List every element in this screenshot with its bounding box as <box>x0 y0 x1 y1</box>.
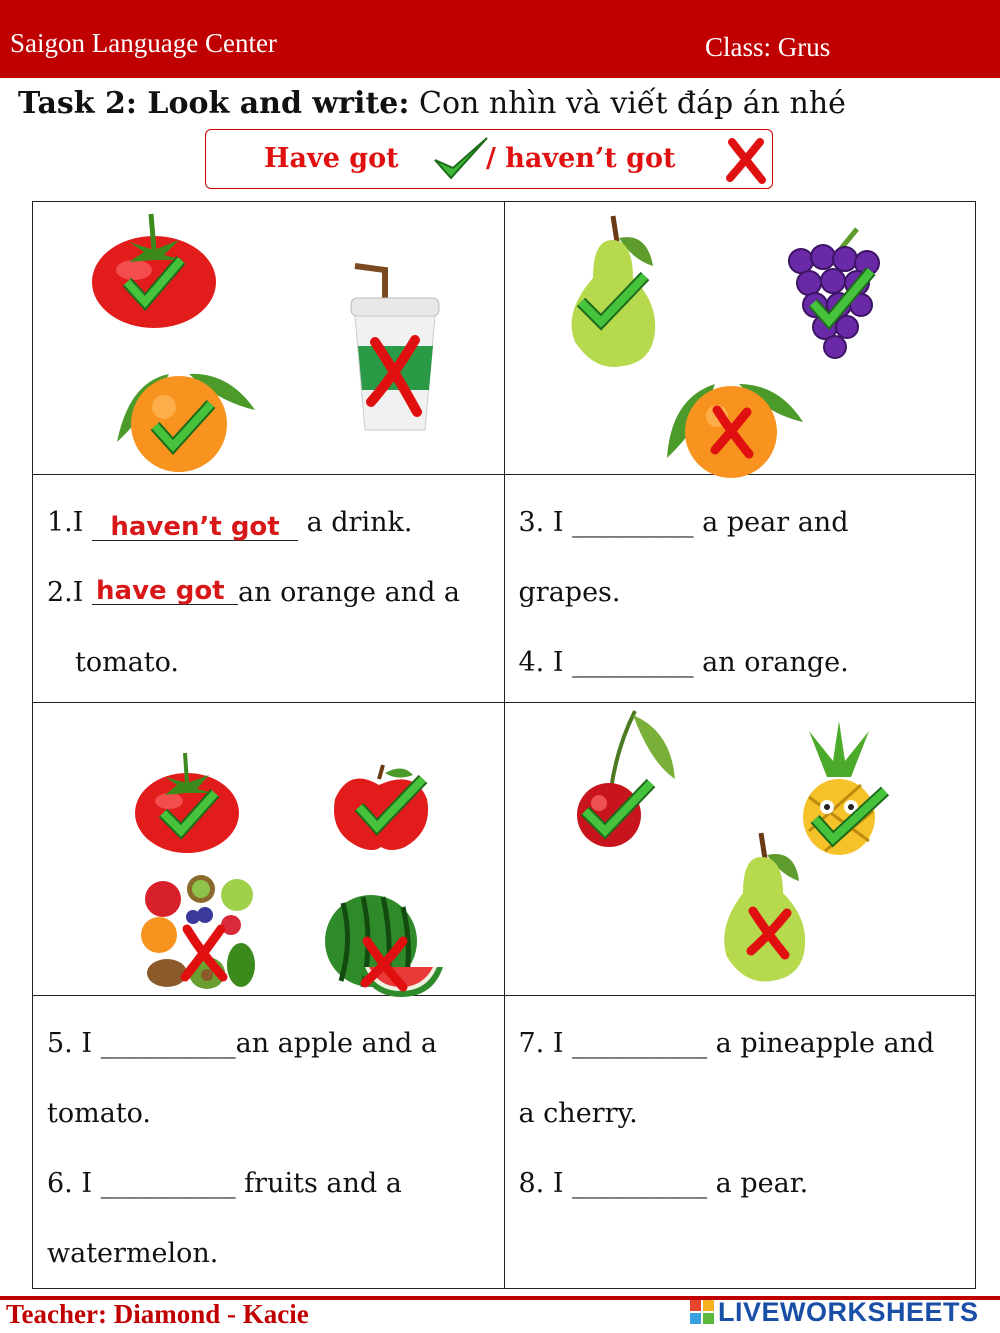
check-icon <box>431 134 491 184</box>
answer-blank-2[interactable] <box>92 578 238 605</box>
question-cell-4 <box>504 996 976 1289</box>
header-bar <box>0 0 1000 78</box>
question-2 <box>47 577 460 608</box>
picture-cell-4 <box>504 703 976 996</box>
legend-box <box>205 129 773 189</box>
question-2-cont: tomato. <box>75 647 180 678</box>
grapes-icon <box>779 227 889 367</box>
pear-icon <box>557 212 667 372</box>
brand-name[interactable]: LIVEWORKSHEETS <box>718 1297 979 1327</box>
question-7[interactable]: 7. I __________ a pineapple and <box>518 1028 935 1059</box>
class-name: Class: Grus <box>705 32 831 62</box>
drink-icon <box>345 262 445 432</box>
legend-havent: / haven’t got <box>486 143 676 174</box>
question-3-cont: grapes. <box>518 577 621 608</box>
answer-blank-1[interactable] <box>92 514 298 541</box>
task-title: Task 2: Look and write: <box>18 86 410 121</box>
pear-icon <box>715 829 815 989</box>
question-5-cont: tomato. <box>47 1098 152 1129</box>
watermelon-icon <box>323 893 453 1003</box>
worksheet-grid <box>32 201 976 1289</box>
question-5[interactable]: 5. I __________an apple and a <box>47 1028 437 1059</box>
picture-cell-1 <box>33 202 505 475</box>
teacher-name: Teacher: Diamond - Kacie <box>6 1299 309 1329</box>
orange-icon <box>659 362 809 477</box>
cross-icon <box>724 136 768 184</box>
question-4[interactable]: 4. I _________ an orange. <box>518 647 849 678</box>
task-heading <box>18 86 846 121</box>
picture-cell-3 <box>33 703 505 996</box>
answer-1: haven’t got <box>110 512 280 542</box>
question-8[interactable]: 8. I __________ a pear. <box>518 1168 809 1199</box>
question-cell-3 <box>33 996 505 1289</box>
q2-suffix: an orange and a <box>238 577 461 608</box>
mixed-fruits-icon <box>139 873 259 993</box>
picture-cell-2 <box>504 202 976 475</box>
tomato-icon <box>133 753 243 853</box>
question-1 <box>47 507 413 542</box>
cherry-icon <box>571 707 691 847</box>
center-name: Saigon Language Center <box>10 28 277 58</box>
q1-suffix: a drink. <box>298 507 413 538</box>
orange-icon <box>109 352 259 472</box>
question-7-cont: a cherry. <box>518 1098 638 1129</box>
question-cell-1 <box>33 475 505 703</box>
question-cell-2 <box>504 475 976 703</box>
q1-prefix: 1.I <box>47 507 93 538</box>
task-instruction: Con nhìn và viết đáp án nhé <box>409 86 846 121</box>
question-6-cont: watermelon. <box>47 1238 219 1269</box>
answer-2: have got <box>96 576 225 606</box>
question-3[interactable]: 3. I _________ a pear and <box>518 507 849 538</box>
apple-icon <box>329 763 439 853</box>
liveworksheets-logo-icon <box>690 1300 716 1326</box>
question-6[interactable]: 6. I __________ fruits and a <box>47 1168 402 1199</box>
q2-prefix: 2.I <box>47 577 93 608</box>
tomato-icon <box>89 210 219 330</box>
legend-have: Have got <box>264 143 399 174</box>
